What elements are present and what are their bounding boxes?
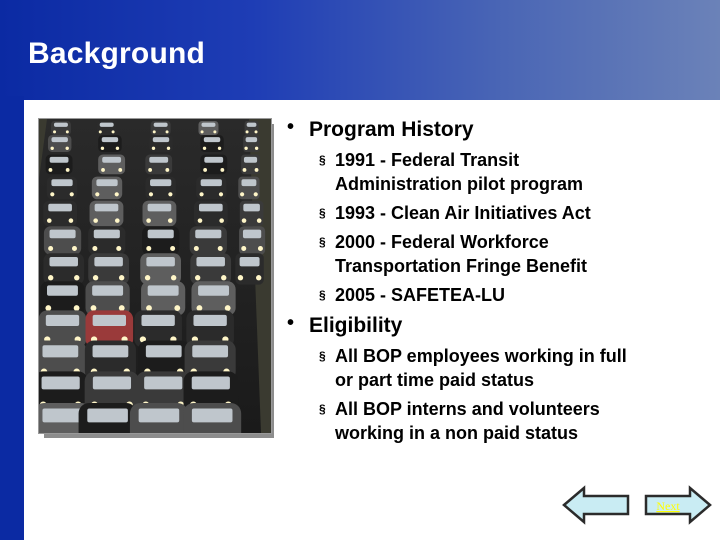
car-shape	[151, 121, 171, 135]
next-label[interactable]: Next	[656, 499, 680, 513]
square-bullet-icon: §	[319, 402, 326, 416]
section-eligibility	[287, 312, 707, 445]
bullet-heading	[287, 312, 707, 340]
car-shape	[97, 121, 117, 135]
square-bullet-icon: §	[319, 153, 326, 167]
back-button[interactable]	[562, 485, 634, 525]
car-shape	[48, 135, 71, 152]
car-shape	[43, 201, 77, 227]
car-shape	[200, 154, 227, 174]
bullet-heading	[287, 116, 707, 144]
section-program-history	[287, 116, 707, 307]
car-shape	[51, 121, 71, 135]
car-shape	[130, 403, 188, 433]
sub-bullet-text: 2000 - Federal Workforce Transportation Fringe Benefit	[335, 232, 588, 276]
car-shape	[238, 177, 259, 200]
car-shape	[240, 201, 264, 227]
car-shape	[194, 201, 228, 227]
slide-title: Background	[28, 37, 206, 70]
left-arrow-icon	[564, 488, 628, 522]
heading-text: Eligibility	[309, 314, 403, 337]
square-bullet-icon: §	[319, 288, 326, 302]
sub-bullet-item	[287, 201, 635, 225]
car-shape	[183, 403, 241, 433]
next-button[interactable]	[640, 485, 712, 525]
square-bullet-icon: §	[319, 206, 326, 220]
square-bullet-icon: §	[319, 235, 326, 249]
sub-bullet-item	[287, 230, 635, 278]
car-shape	[245, 121, 259, 135]
car-shape	[140, 253, 181, 284]
bullet-icon: •	[287, 312, 295, 334]
sub-bullet-text: 1991 - Federal Transit Administration pilot program	[335, 150, 584, 194]
car-shape	[88, 253, 129, 284]
car-shape	[149, 135, 172, 152]
bullet-icon: •	[287, 116, 295, 138]
car-shape	[142, 226, 179, 255]
car-shape	[145, 154, 172, 174]
sub-bullet-text: All BOP interns and volunteers working in a non paid status	[335, 399, 600, 443]
sub-bullet-item	[287, 148, 635, 196]
car-shape	[190, 226, 227, 255]
car-shape	[98, 154, 125, 174]
traffic-photo	[38, 118, 272, 434]
car-shape	[243, 135, 259, 152]
car-shape	[44, 226, 81, 255]
car-shape	[196, 177, 226, 200]
car-shape	[79, 403, 137, 433]
slide-content	[287, 116, 707, 450]
traffic-image	[39, 119, 271, 433]
car-shape	[88, 226, 125, 255]
car-shape	[198, 121, 218, 135]
car-shape	[241, 154, 260, 174]
car-shape	[143, 201, 177, 227]
car-shape	[47, 177, 77, 200]
sub-bullet-text: All BOP employees working in full or part time paid status	[335, 346, 627, 390]
heading-text: Program History	[309, 118, 474, 141]
sub-bullet-text: 1993 - Clean Air Initiatives Act	[335, 203, 591, 223]
car-shape	[90, 201, 124, 227]
car-shape	[46, 154, 73, 174]
sub-bullet-item	[287, 344, 635, 392]
sub-bullet-text: 2005 - SAFETEA-LU	[335, 285, 506, 305]
car-shape	[200, 135, 223, 152]
car-shape	[145, 177, 175, 200]
car-shape	[98, 135, 121, 152]
sub-bullet-item	[287, 397, 635, 445]
left-accent-bar	[0, 96, 24, 540]
car-shape	[235, 253, 264, 284]
square-bullet-icon: §	[319, 349, 326, 363]
car-shape	[190, 253, 231, 284]
car-shape	[239, 226, 265, 255]
car-shape	[92, 177, 122, 200]
car-shape	[43, 253, 84, 284]
sub-bullet-item	[287, 283, 635, 307]
